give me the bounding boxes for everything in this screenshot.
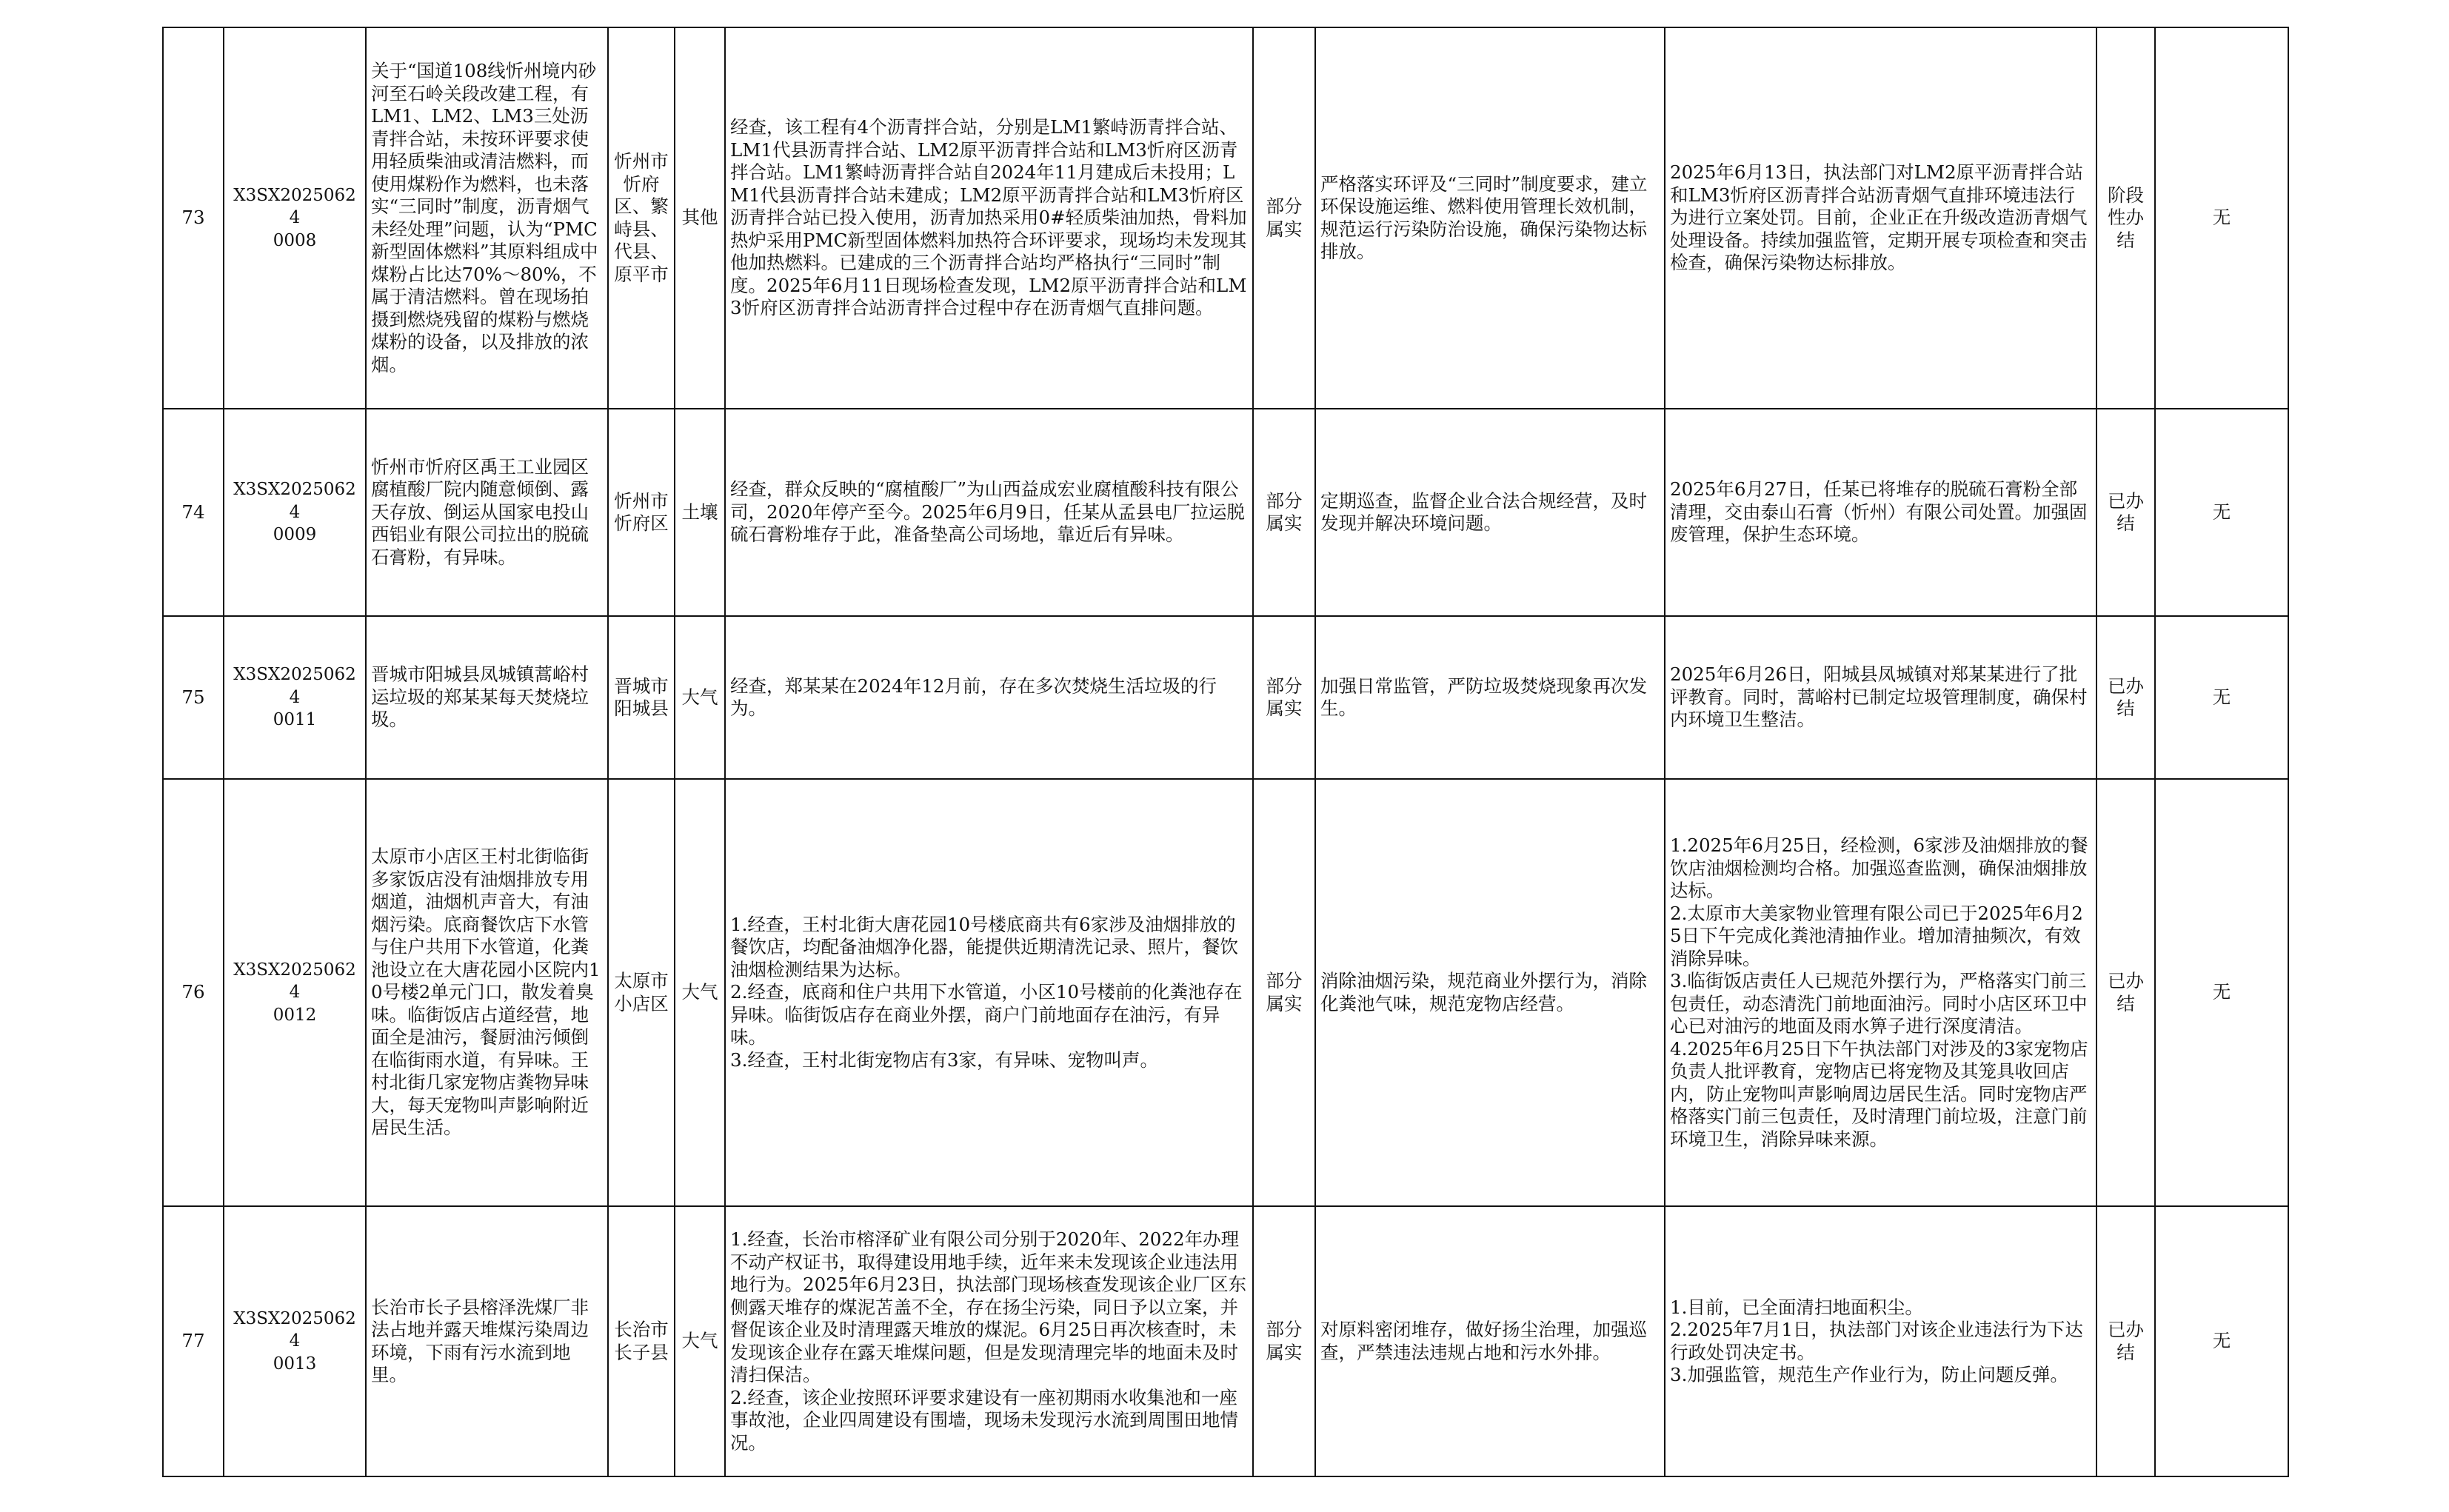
row-number-cell: 75 [163, 616, 224, 779]
rectification-progress-cell: 2025年6月27日，任某已将堆存的脱硫石膏粉全部清理，交由泰山石膏（忻州）有限公司处置。加强固废管理，保护生态环境。 [1665, 409, 2096, 616]
case-code-cell: X3SX20250624 0013 [224, 1206, 366, 1476]
complaint-content-cell: 忻州市忻府区禹王工业园区腐植酸厂院内随意倾倒、露天存放、倒运从国家电投山西铝业有限公司拉出的脱硫石膏粉，有异味。 [366, 409, 608, 616]
rectification-measure-cell: 对原料密闭堆存，做好扬尘治理，加强巡查，严禁违法违规占地和污水外排。 [1315, 1206, 1665, 1476]
authenticity-verdict-cell: 部分属实 [1253, 1206, 1315, 1476]
administrative-region-cell: 太原市小店区 [608, 779, 675, 1206]
accountability-status-cell: 无 [2155, 779, 2288, 1206]
rectification-measure-cell: 定期巡查，监督企业合法合规经营，及时发现并解决环境问题。 [1315, 409, 1665, 616]
complaint-table [162, 27, 2289, 1477]
complaint-content-cell: 长治市长子县榕泽洗煤厂非法占地并露天堆煤污染周边环境，下雨有污水流到地里。 [366, 1206, 608, 1476]
pollution-type-cell: 其他 [675, 27, 725, 409]
row-number-cell: 73 [163, 27, 224, 409]
rectification-progress-cell: 1.目前，已全面清扫地面积尘。 2.2025年7月1日，执法部门对该企业违法行为下达行政处罚决定书。 3.加强监管，规范生产作业行为，防止问题反弹。 [1665, 1206, 2096, 1476]
case-code-cell: X3SX20250624 0009 [224, 409, 366, 616]
pollution-type-cell: 土壤 [675, 409, 725, 616]
authenticity-verdict-cell: 部分属实 [1253, 409, 1315, 616]
table-row [163, 616, 2288, 779]
table-row [163, 409, 2288, 616]
administrative-region-cell: 长治市长子县 [608, 1206, 675, 1476]
administrative-region-cell: 晋城市阳城县 [608, 616, 675, 779]
pollution-type-cell: 大气 [675, 779, 725, 1206]
complaint-content-cell: 太原市小店区王村北街临街多家饭店没有油烟排放专用烟道，油烟机声音大，有油烟污染。底商餐饮店下水管与住户共用下水管道，化粪池设立在大唐花园小区院内10号楼2单元门口，散发着臭味。临街饭店占道经营，地面全是油污，餐厨油污倾倒在临街雨水道，有异味。王村北街几家宠物店粪物异味大，每天宠物叫声影响附近居民生活。 [366, 779, 608, 1206]
case-code-cell: X3SX20250624 0012 [224, 779, 366, 1206]
table-row [163, 779, 2288, 1206]
complaint-content-cell: 晋城市阳城县凤城镇蒿峪村运垃圾的郑某某每天焚烧垃圾。 [366, 616, 608, 779]
investigation-result-cell: 经查，群众反映的“腐植酸厂”为山西益成宏业腐植酸科技有限公司，2020年停产至今。2025年6月9日，任某从孟县电厂拉运脱硫石膏粉堆存于此，准备垫高公司场地，靠近后有异味。 [725, 409, 1253, 616]
row-number-cell: 74 [163, 409, 224, 616]
rectification-measure-cell: 消除油烟污染，规范商业外摆行为，消除化粪池气味，规范宠物店经营。 [1315, 779, 1665, 1206]
case-code-cell: X3SX20250624 0011 [224, 616, 366, 779]
pollution-type-cell: 大气 [675, 616, 725, 779]
investigation-result-cell: 经查，郑某某在2024年12月前，存在多次焚烧生活垃圾的行为。 [725, 616, 1253, 779]
rectification-progress-cell: 2025年6月26日，阳城县凤城镇对郑某某进行了批评教育。同时，蒿峪村已制定垃圾管理制度，确保村内环境卫生整洁。 [1665, 616, 2096, 779]
accountability-status-cell: 无 [2155, 27, 2288, 409]
case-code-cell: X3SX20250624 0008 [224, 27, 366, 409]
accountability-status-cell: 无 [2155, 1206, 2288, 1476]
complaint-content-cell: 关于“国道108线忻州境内砂河至石岭关段改建工程，有 LM1、LM2、LM3三处沥青拌合站，未按环评要求使用轻质柴油或清洁燃料，而使用煤粉作为燃料，也未落实“三同时”制度，沥青烟气未经处理”问题，认为“PMC新型固体燃料”其原料组成中煤粉占比达70%～80%，不属于清洁燃料。曾在现场拍摄到燃烧残留的煤粉与燃烧煤粉的设备，以及排放的浓烟。 [366, 27, 608, 409]
authenticity-verdict-cell: 部分属实 [1253, 616, 1315, 779]
rectification-measure-cell: 严格落实环评及“三同时”制度要求，建立环保设施运维、燃料使用管理长效机制，规范运行污染防治设施，确保污染物达标排放。 [1315, 27, 1665, 409]
rectification-progress-cell: 1.2025年6月25日，经检测，6家涉及油烟排放的餐饮店油烟检测均合格。加强巡查监测，确保油烟排放达标。 2.太原市大美家物业管理有限公司已于2025年6月25日下午完成化粪池清抽作业。增加清抽频次，有效消除异味。 3.临街饭店责任人已规范外摆行为，严格落实门前三包责任，动态清洗门前地面油污。同时小店区环卫中心已对油污的地面及雨水箅子进行深度清洁。 4.2025年6月25日下午执法部门对涉及的3家宠物店负责人批评教育，宠物店已将宠物及其笼具收回店内，防止宠物叫声影响周边居民生活。同时宠物店严格落实门前三包责任，及时清理门前垃圾，注意门前环境卫生，消除异味来源。 [1665, 779, 2096, 1206]
authenticity-verdict-cell: 部分属实 [1253, 27, 1315, 409]
case-status-cell: 已办结 [2096, 1206, 2155, 1476]
investigation-result-cell: 经查，该工程有4个沥青拌合站，分别是LM1繁峙沥青拌合站、LM1代县沥青拌合站、LM2原平沥青拌合站和LM3忻府区沥青拌合站。LM1繁峙沥青拌合站自2024年11月建成后未投用；LM1代县沥青拌合站未建成；LM2原平沥青拌合站和LM3忻府区沥青拌合站已投入使用，沥青加热采用0#轻质柴油加热，骨料加热炉采用PMC新型固体燃料加热符合环评要求，现场均未发现其他加热燃料。已建成的三个沥青拌合站均严格执行“三同时”制度。2025年6月11日现场检查发现，LM2原平沥青拌合站和LM3忻府区沥青拌合站沥青拌合过程中存在沥青烟气直排问题。 [725, 27, 1253, 409]
accountability-status-cell: 无 [2155, 409, 2288, 616]
rectification-progress-cell: 2025年6月13日，执法部门对LM2原平沥青拌合站和LM3忻府区沥青拌合站沥青烟气直排环境违法行为进行立案处罚。目前，企业正在升级改造沥青烟气处理设备。持续加强监管，定期开展专项检查和突击检查，确保污染物达标排放。 [1665, 27, 2096, 409]
administrative-region-cell: 忻州市忻府区、繁峙县、代县、原平市 [608, 27, 675, 409]
accountability-status-cell: 无 [2155, 616, 2288, 779]
table-row [163, 1206, 2288, 1476]
authenticity-verdict-cell: 部分属实 [1253, 779, 1315, 1206]
case-status-cell: 已办结 [2096, 779, 2155, 1206]
rectification-measure-cell: 加强日常监管，严防垃圾焚烧现象再次发生。 [1315, 616, 1665, 779]
case-status-cell: 阶段性办结 [2096, 27, 2155, 409]
investigation-result-cell: 1.经查，长治市榕泽矿业有限公司分别于2020年、2022年办理不动产权证书，取得建设用地手续，近年来未发现该企业违法用地行为。2025年6月23日，执法部门现场核查发现该企业厂区东侧露天堆存的煤泥苫盖不全，存在扬尘污染，同日予以立案，并督促该企业及时清理露天堆放的煤泥。6月25日再次核查时，未发现该企业存在露天堆煤问题，但是发现清理完毕的地面未及时清扫保洁。 2.经查，该企业按照环评要求建设有一座初期雨水收集池和一座事故池，企业四周建设有围墙，现场未发现污水流到周围田地情况。 [725, 1206, 1253, 1476]
case-status-cell: 已办结 [2096, 409, 2155, 616]
table-row [163, 27, 2288, 409]
case-status-cell: 已办结 [2096, 616, 2155, 779]
row-number-cell: 77 [163, 1206, 224, 1476]
row-number-cell: 76 [163, 779, 224, 1206]
pollution-type-cell: 大气 [675, 1206, 725, 1476]
administrative-region-cell: 忻州市忻府区 [608, 409, 675, 616]
investigation-result-cell: 1.经查，王村北街大唐花园10号楼底商共有6家涉及油烟排放的餐饮店，均配备油烟净化器，能提供近期清洗记录、照片，餐饮油烟检测结果为达标。 2.经查，底商和住户共用下水管道，小区10号楼前的化粪池存在异味。临街饭店存在商业外摆，商户门前地面存在油污，有异味。 3.经查，王村北街宠物店有3家，有异味、宠物叫声。 [725, 779, 1253, 1206]
